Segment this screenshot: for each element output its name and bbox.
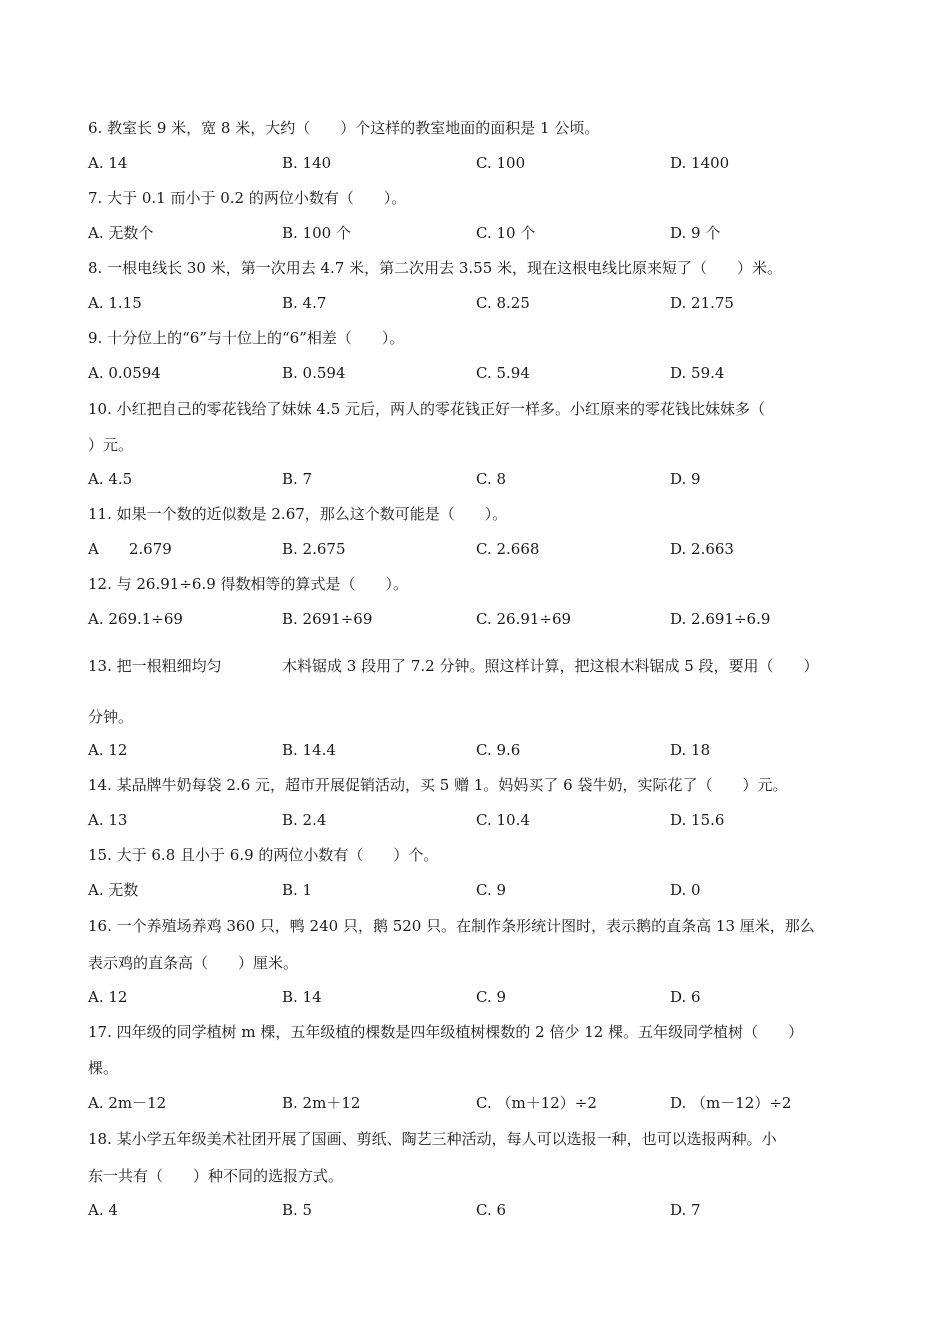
question-12-option-c: C. 26.91÷69 [476, 610, 572, 628]
question-17-text-line-2: 棵。 [88, 1059, 119, 1077]
question-9-option-d: D. 59.4 [670, 364, 725, 382]
question-14-option-b: B. 2.4 [282, 811, 327, 829]
question-10-option-d: D. 9 [670, 470, 701, 488]
question-9-option-c: C. 5.94 [476, 364, 530, 382]
question-15-option-c: C. 9 [476, 881, 507, 899]
question-16-text-line-1: 16. 一个养殖场养鸡 360 只，鸭 240 只，鹅 520 只。在制作条形统计图时，表示鹅的直条高 13 厘米，那么 [88, 917, 815, 935]
question-7-option-c: C. 10 个 [476, 224, 536, 242]
question-8-option-d: D. 21.75 [670, 294, 734, 312]
question-11-option-a: A 2.679 [88, 540, 172, 558]
question-14-text: 14. 某品牌牛奶每袋 2.6 元，超市开展促销活动，买 5 赠 1。妈妈买了 6 袋牛奶，实际花了（ ）元。 [88, 776, 788, 794]
question-16-option-b: B. 14 [282, 988, 322, 1006]
question-17-option-b: B. 2m＋12 [282, 1094, 361, 1112]
question-7-option-a: A. 无数个 [88, 224, 154, 242]
question-18-text-line-2: 东一共有（ ）种不同的选报方式。 [88, 1167, 344, 1185]
question-9-option-a: A. 0.0594 [88, 364, 161, 382]
question-15-option-a: A. 无数 [88, 881, 139, 899]
question-12-option-a: A. 269.1÷69 [88, 610, 183, 628]
question-13-text-line-1b: 木料锯成 3 段用了 7.2 分钟。照这样计算，把这根木料锯成 5 段，要用（ ） [282, 657, 819, 675]
question-6-option-d: D. 1400 [670, 154, 730, 172]
question-11-option-d: D. 2.663 [670, 540, 734, 558]
question-14-option-d: D. 15.6 [670, 811, 725, 829]
question-16-option-d: D. 6 [670, 988, 701, 1006]
question-13-option-b: B. 14.4 [282, 741, 336, 759]
question-6-option-a: A. 14 [88, 154, 128, 172]
question-17-option-a: A. 2m－12 [88, 1094, 167, 1112]
question-8-option-c: C. 8.25 [476, 294, 530, 312]
question-13-option-d: D. 18 [670, 741, 711, 759]
question-10-option-a: A. 4.5 [88, 470, 133, 488]
question-17-option-d: D. （m－12）÷2 [670, 1094, 792, 1112]
question-9-text: 9. 十分位上的“6”与十位上的“6”相差（ ）。 [88, 329, 405, 347]
question-9-option-b: B. 0.594 [282, 364, 346, 382]
question-11-text: 11. 如果一个数的近似数是 2.67，那么这个数可能是（ ）。 [88, 505, 508, 523]
question-7-option-d: D. 9 个 [670, 224, 721, 242]
question-16-text-line-2: 表示鸡的直条高（ ）厘米。 [88, 954, 299, 972]
question-10-option-c: C. 8 [476, 470, 507, 488]
question-8-option-b: B. 4.7 [282, 294, 327, 312]
question-18-option-b: B. 5 [282, 1201, 313, 1219]
question-6-option-b: B. 140 [282, 154, 332, 172]
question-12-option-d: D. 2.691÷6.9 [670, 610, 771, 628]
question-11-option-c: C. 2.668 [476, 540, 540, 558]
question-18-option-d: D. 7 [670, 1201, 701, 1219]
question-12-option-b: B. 2691÷69 [282, 610, 373, 628]
question-10-option-b: B. 7 [282, 470, 313, 488]
question-6-text: 6. 教室长 9 米，宽 8 米，大约（ ）个这样的教室地面的面积是 1 公顷。 [88, 119, 600, 137]
question-10-text-line-2: ）元。 [88, 436, 134, 454]
question-7-option-b: B. 100 个 [282, 224, 351, 242]
question-18-option-a: A. 4 [88, 1201, 118, 1219]
question-15-text: 15. 大于 6.8 且小于 6.9 的两位小数有（ ）个。 [88, 846, 439, 864]
question-12-text: 12. 与 26.91÷6.9 得数相等的算式是（ ）。 [88, 575, 409, 593]
question-16-option-a: A. 12 [88, 988, 128, 1006]
question-14-option-a: A. 13 [88, 811, 128, 829]
question-11-option-b: B. 2.675 [282, 540, 346, 558]
question-13-text-line-2: 分钟。 [88, 708, 134, 726]
question-13-option-a: A. 12 [88, 741, 128, 759]
question-13-option-c: C. 9.6 [476, 741, 521, 759]
question-8-text: 8. 一根电线长 30 米，第一次用去 4.7 米，第二次用去 3.55 米，现在这根电线比原来短了（ ）米。 [88, 259, 783, 277]
question-7-text: 7. 大于 0.1 而小于 0.2 的两位小数有（ ）。 [88, 189, 407, 207]
question-17-option-c: C. （m＋12）÷2 [476, 1094, 597, 1112]
question-15-option-b: B. 1 [282, 881, 313, 899]
question-16-option-c: C. 9 [476, 988, 507, 1006]
question-6-option-c: C. 100 [476, 154, 526, 172]
question-18-text-line-1: 18. 某小学五年级美术社团开展了国画、剪纸、陶艺三种活动，每人可以选报一种，也可以选报两种。小 [88, 1130, 777, 1148]
question-18-option-c: C. 6 [476, 1201, 507, 1219]
question-10-text-line-1: 10. 小红把自己的零花钱给了妹妹 4.5 元后，两人的零花钱正好一样多。小红原来的零花钱比妹妹多（ [88, 400, 766, 418]
question-13-text-line-1a: 13. 把一根粗细均匀 [88, 657, 222, 675]
question-14-option-c: C. 10.4 [476, 811, 530, 829]
question-8-option-a: A. 1.15 [88, 294, 142, 312]
question-17-text-line-1: 17. 四年级的同学植树 m 棵，五年级植的棵数是四年级植树棵数的 2 倍少 12 棵。五年级同学植树（ ） [88, 1023, 804, 1041]
question-15-option-d: D. 0 [670, 881, 701, 899]
